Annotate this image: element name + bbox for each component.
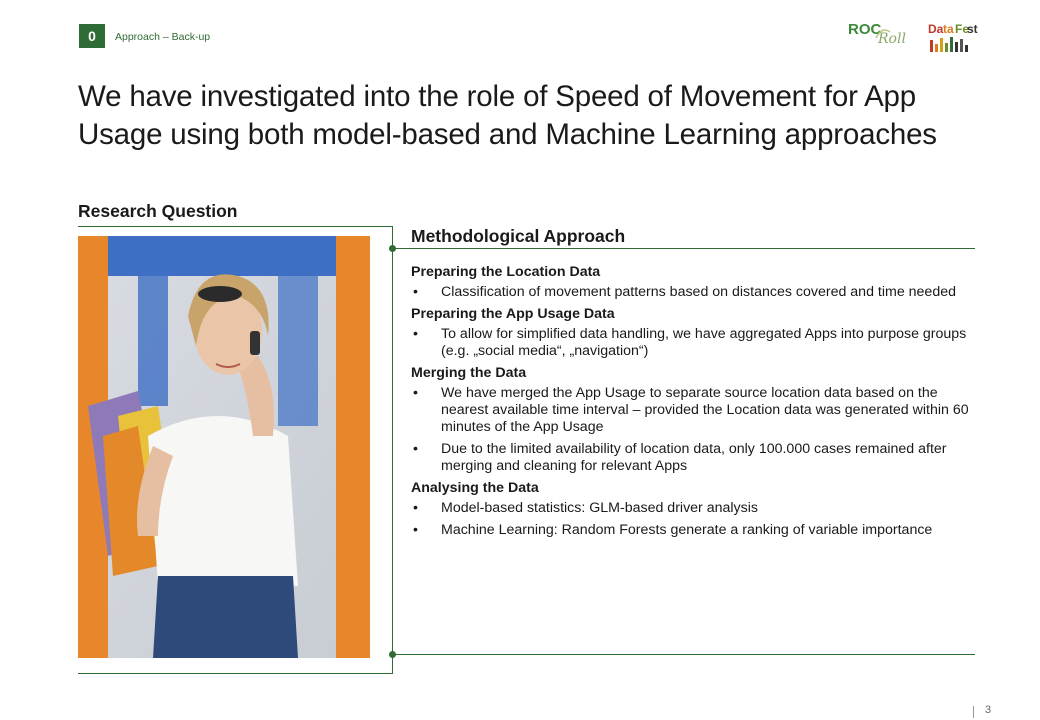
slide-title: We have investigated into the role of Speed of Movement for App Usage using both model-based and Machine Learning approaches [78, 80, 937, 151]
svg-text:Da: Da [928, 22, 944, 36]
woman-phone-shopping-bags-photo [78, 236, 370, 658]
methodology-content [411, 264, 979, 544]
bullet-item: • Due to the limited availability of location data, only 100.000 cases remained after merging and cleaning for relevant Apps [411, 441, 979, 475]
bullet-item: • To allow for simplified data handling, we have aggregated Apps into purpose groups (e.g. „social media“, „navigation“) [411, 326, 979, 360]
svg-text:Fe: Fe [955, 22, 970, 36]
section-heading: Preparing the Location Data [411, 264, 601, 280]
datafest-logo [928, 18, 976, 54]
section-analysing [411, 480, 979, 539]
svg-text:st: st [967, 22, 978, 36]
bullet-item: • We have merged the App Usage to separate source location data based on the nearest available time interval – provided the Location data was generated within 60 minutes of the App Usage [411, 385, 979, 436]
svg-text:ta: ta [943, 22, 954, 36]
svg-text:ROC: ROC [848, 21, 882, 38]
divider [392, 248, 975, 249]
breadcrumb: Approach – Back-up [115, 31, 211, 43]
roc-roll-logo [848, 18, 924, 46]
page-number-divider [973, 706, 974, 718]
bullet-item: • Machine Learning: Random Forests generate a ranking of variable importance [411, 522, 979, 539]
page-number: 3 [985, 704, 992, 716]
section-heading: Analysing the Data [411, 480, 539, 496]
research-question-label: Research Question [78, 201, 238, 221]
section-heading: Preparing the App Usage Data [411, 306, 615, 322]
svg-text:Roll: Roll [878, 31, 906, 47]
methodological-approach-label: Methodological Approach [411, 226, 626, 246]
section-merging [411, 365, 979, 475]
divider [78, 673, 392, 674]
bullet-item: • Classification of movement patterns based on distances covered and time needed [411, 284, 979, 301]
bullet-item: • Model-based statistics: GLM-based driver analysis [411, 500, 979, 517]
section-badge: 0 [79, 24, 105, 48]
section-app-usage [411, 306, 979, 360]
divider [392, 226, 393, 674]
divider [78, 226, 392, 227]
section-heading: Merging the Data [411, 365, 527, 381]
divider [392, 654, 975, 655]
section-location [411, 264, 979, 301]
